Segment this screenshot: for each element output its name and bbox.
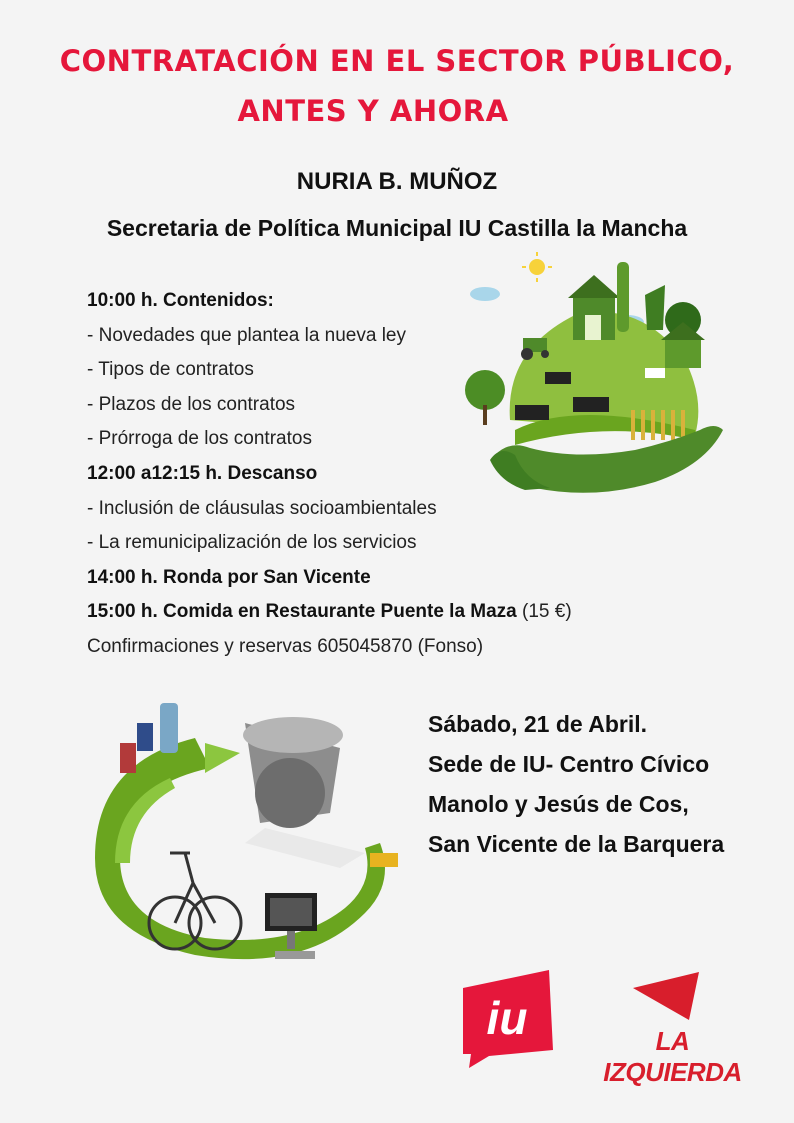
cow-icon	[573, 397, 609, 412]
agenda-lunch	[87, 595, 627, 630]
agenda-lunch-text: 15:00 h. Comida en Restaurante Puente la Maza	[87, 601, 517, 623]
event-venue-1: Sede de IU- Centro Cívico	[428, 751, 710, 777]
bottle-icon	[160, 703, 178, 753]
tree-icon	[645, 285, 665, 330]
silo-icon	[617, 262, 629, 332]
tree-icon	[465, 370, 505, 410]
la-izquierda-logo	[585, 970, 760, 1087]
cow-icon	[545, 372, 571, 384]
can-icon	[137, 723, 153, 751]
agenda-lunch-price: (15 €)	[516, 601, 572, 623]
agenda-heading-break: 12:00 a12:15 h. Descanso	[87, 462, 318, 484]
event-date: Sábado, 21 de Abril.	[428, 711, 647, 737]
agenda-item: - Plazos de los contratos	[87, 393, 296, 415]
title-line-2: ANTES Y AHORA	[237, 94, 509, 128]
speaker-role: Secretaria de Política Municipal IU Castilla la Mancha	[106, 215, 688, 241]
event-place: San Vicente de la Barquera	[428, 831, 725, 857]
agenda-item: - Tipos de contratos	[87, 359, 254, 381]
event-info	[428, 704, 724, 864]
cloud-icon	[470, 287, 500, 301]
red-triangle-icon	[585, 970, 760, 1025]
agenda-heading-contents: 10:00 h. Contenidos:	[87, 290, 274, 311]
la-izquierda-logo-text: LA IZQUIERDA	[603, 1026, 742, 1087]
trash-can-icon	[243, 717, 365, 868]
gold-bar-icon	[370, 853, 398, 867]
sheep-icon	[645, 368, 665, 378]
agenda-item: - La remunicipalización de los servicios	[87, 532, 417, 554]
arrow-head-icon	[205, 743, 240, 773]
house-icon	[665, 338, 701, 368]
agenda-item: - Novedades que plantea la nueva ley	[87, 324, 407, 346]
agenda-walk: 14:00 h. Ronda por San Vicente	[87, 566, 371, 588]
iu-logo	[459, 968, 555, 1068]
title-line-1: CONTRATACIÓN EN EL SECTOR PÚBLICO,	[59, 44, 735, 78]
agenda-reservations: Confirmaciones y reservas 605045870 (Fonso)	[87, 635, 484, 657]
sun-icon	[529, 259, 545, 275]
iu-logo-text: iu	[486, 992, 528, 1044]
eco-planet-hand-illustration	[455, 250, 755, 500]
cow-icon	[515, 405, 549, 420]
speaker-name: NURIA B. MUÑOZ	[296, 168, 498, 195]
agenda-item: - Prórroga de los contratos	[87, 428, 312, 450]
can-icon	[120, 743, 136, 773]
agenda-item: - Inclusión de cláusulas socioambientales	[87, 497, 437, 519]
event-venue-2: Manolo y Jesús de Cos,	[428, 791, 689, 817]
recycling-illustration	[75, 693, 415, 983]
